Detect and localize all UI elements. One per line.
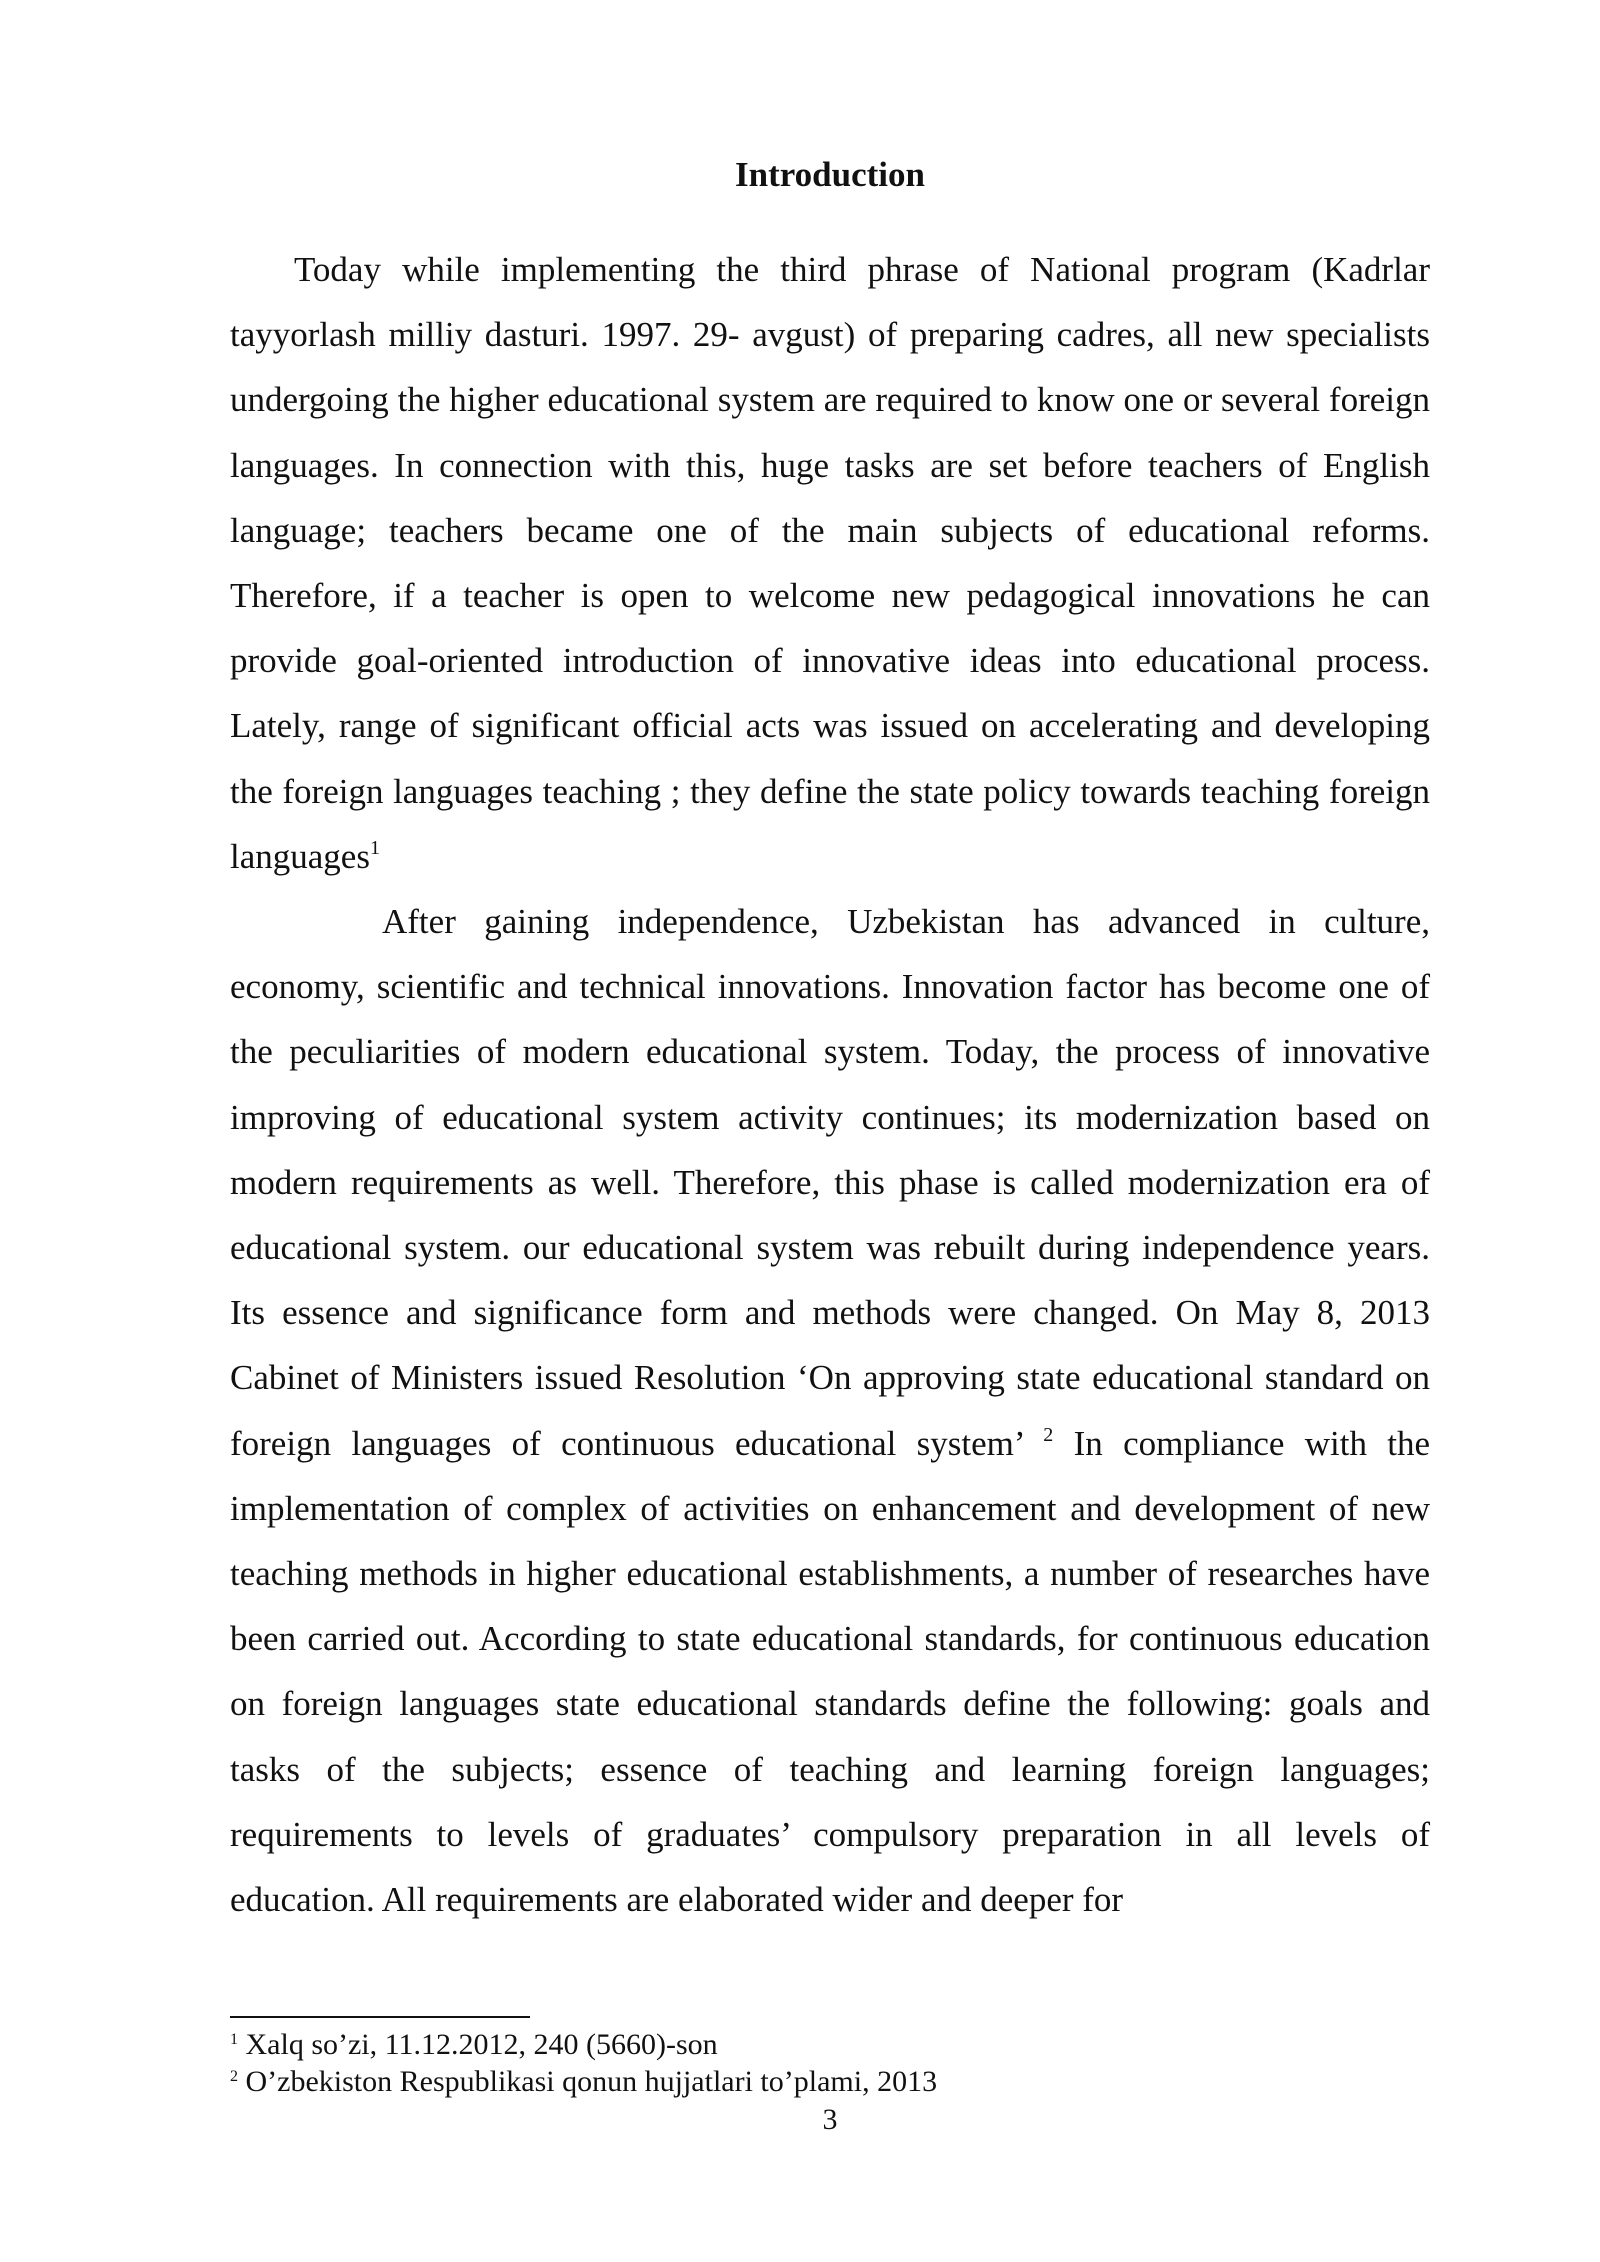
paragraph-2-text-before: After gaining independence, Uzbekistan has advanced in culture, economy, scientific and technical innovations. Innovation factor has become one of the peculiarities of modern educational system. Today, the process of innovative improving of educational system activity continues; its modernization based on modern requirements as well. Therefore, this phase is called modernization era of educational system. our educational system was rebuilt during independence years. Its essence and significance form and methods were changed. On May 8, 2013 Cabinet of Ministers issued Resolution ‘On approving state educational standard on foreign languages of continuous educational system’: [230, 902, 1430, 1463]
footnote-2: [230, 2063, 1430, 2100]
footnotes: [230, 2026, 1430, 2100]
paragraph-2: [230, 889, 1430, 1932]
footnote-reference-2: 2: [1043, 1423, 1054, 1446]
footnote-1-text: Xalq so’zi, 11.12.2012, 240 (5660)-son: [245, 2028, 718, 2061]
page-title: Introduction: [735, 155, 925, 194]
body-text: [230, 237, 1430, 1932]
footnote-2-marker: 2: [230, 2068, 238, 2085]
footnote-2-text: O’zbekiston Respublikasi qonun hujjatlari to’plami, 2013: [245, 2065, 938, 2098]
page-number: 3: [822, 2103, 838, 2136]
footnote-1-marker: 1: [230, 2031, 238, 2048]
footnote-reference-1: 1: [369, 836, 380, 859]
paragraph-1-text: Today while implementing the third phrase of National program (Kadrlar tayyorlash milliy dasturi. 1997. 29- avgust) of preparing cadres, all new specialists undergoing the higher educational system are required to know one or several foreign languages. In connection with this, huge tasks are set before teachers of English language; teachers became one of the main subjects of educational reforms. Therefore, if a teacher is open to welcome new pedagogical innovations he can provide goal-oriented introduction of innovative ideas into educational process. Lately, range of significant official acts was issued on accelerating and developing the foreign languages teaching ; they define the state policy towards teaching foreign languages: [230, 250, 1430, 876]
footnote-1: [230, 2026, 1430, 2063]
paragraph-1: [230, 237, 1430, 889]
footnote-separator: [230, 2016, 530, 2018]
paragraph-2-text-after: In compliance with the implementation of complex of activities on enhancement and development of new teaching methods in higher educational establishments, a number of researches have been carried out. According to state educational standards, for continuous education on foreign languages state educational standards define the following: goals and tasks of the subjects; essence of teaching and learning foreign languages; requirements to levels of graduates’ compulsory preparation in all levels of education. All requirements are elaborated wider and deeper for: [230, 1423, 1431, 1920]
